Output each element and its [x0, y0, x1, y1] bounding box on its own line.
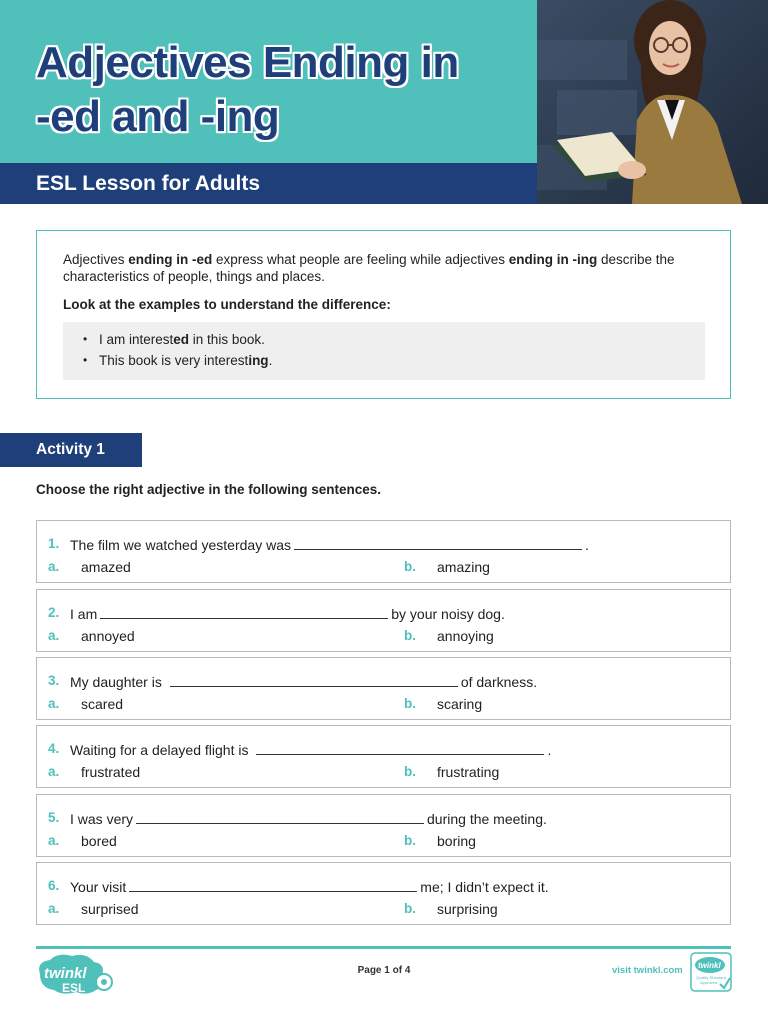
question-number: 1.	[48, 536, 60, 551]
question-before: I am	[70, 606, 98, 622]
answer-blank[interactable]	[129, 878, 417, 892]
title-line-2: -ed and -ing	[36, 92, 280, 141]
question-after: me; I didn’t expect it.	[420, 879, 549, 895]
svg-text:twinkl: twinkl	[44, 965, 87, 982]
question-after: .	[584, 537, 589, 553]
question-text	[70, 810, 547, 827]
option-b-letter: b.	[404, 628, 416, 643]
page-number: Page 1 of 4	[357, 965, 411, 976]
option-b[interactable]: frustrating	[437, 764, 500, 780]
page-title	[36, 36, 526, 144]
subtitle: ESL Lesson for Adults	[36, 172, 261, 195]
examples-heading: Look at the examples to understand the difference:	[63, 297, 391, 312]
bullet-icon: •	[83, 332, 88, 346]
question-text	[70, 536, 589, 553]
example-item	[83, 332, 265, 347]
option-a-letter: a.	[48, 696, 60, 711]
question-text	[70, 878, 549, 895]
answer-blank[interactable]	[170, 673, 458, 687]
question-after: .	[547, 742, 552, 758]
option-a[interactable]: bored	[81, 833, 117, 849]
example-item	[83, 353, 273, 368]
question-text	[70, 673, 537, 690]
question-box	[36, 725, 731, 788]
option-b[interactable]: boring	[437, 833, 476, 849]
question-box	[36, 589, 731, 652]
option-a-letter: a.	[48, 628, 60, 643]
question-box	[36, 520, 731, 583]
intro-text-2: express what people are feeling while adjectives	[212, 252, 509, 267]
option-a[interactable]: annoyed	[81, 628, 135, 644]
quality-badge	[690, 952, 732, 992]
question-after: during the meeting.	[427, 811, 547, 827]
answer-blank[interactable]	[294, 536, 582, 550]
example-text-end: .	[268, 353, 273, 368]
activity-instruction: Choose the right adjective in the following sentences.	[36, 482, 382, 497]
example-text: I am interest	[99, 332, 174, 347]
question-after: by your noisy dog.	[391, 606, 505, 622]
subtitle-bar	[0, 163, 537, 204]
option-a[interactable]: surprised	[81, 901, 139, 917]
activity-label: Activity 1	[36, 441, 105, 458]
example-suffix: ing	[248, 353, 269, 368]
bullet-icon: •	[83, 353, 88, 367]
question-before: My daughter is	[70, 674, 162, 690]
question-number: 6.	[48, 878, 60, 893]
option-b-letter: b.	[404, 764, 416, 779]
intro-text-3: describe the characteristics of people, things and places.	[63, 252, 675, 284]
intro-bold-ed: ending in -ed	[128, 252, 213, 267]
question-number: 3.	[48, 673, 60, 688]
option-b-letter: b.	[404, 833, 416, 848]
woman-reading-photo	[537, 0, 768, 204]
question-after: of darkness.	[460, 674, 538, 690]
example-suffix: ed	[173, 332, 190, 347]
option-b[interactable]: amazing	[437, 559, 490, 575]
svg-text:twinkl: twinkl	[698, 961, 721, 970]
answer-blank[interactable]	[256, 741, 544, 755]
answer-blank[interactable]	[100, 605, 388, 619]
option-a[interactable]: amazed	[81, 559, 131, 575]
option-b-letter: b.	[404, 559, 416, 574]
svg-text:Quality Standard: Quality Standard	[696, 975, 726, 980]
visit-link[interactable]: visit twinkl.com	[612, 965, 683, 976]
footer-divider	[36, 946, 731, 949]
option-a[interactable]: frustrated	[81, 764, 141, 780]
question-text	[70, 605, 505, 622]
title-line-1: Adjectives Ending in	[36, 38, 459, 87]
intro-text-1: Adjectives	[63, 252, 129, 267]
option-a-letter: a.	[48, 833, 60, 848]
example-text-end: in this book.	[189, 332, 265, 347]
question-number: 4.	[48, 741, 60, 756]
intro-bold-ing: ending in -ing	[508, 252, 598, 267]
examples-box	[63, 322, 705, 380]
option-b-letter: b.	[404, 696, 416, 711]
option-a[interactable]: scared	[81, 696, 124, 712]
question-box	[36, 862, 731, 925]
question-before: The film we watched yesterday was	[70, 537, 291, 553]
question-before: Your visit	[70, 879, 127, 895]
option-a-letter: a.	[48, 901, 60, 916]
answer-blank[interactable]	[136, 810, 424, 824]
question-text	[70, 741, 551, 758]
option-a-letter: a.	[48, 764, 60, 779]
option-b[interactable]: surprising	[437, 901, 498, 917]
question-box	[36, 657, 731, 720]
intro-box	[36, 230, 731, 399]
intro-paragraph	[63, 251, 703, 285]
option-b-letter: b.	[404, 901, 416, 916]
svg-text:ESL: ESL	[62, 981, 86, 994]
question-number: 2.	[48, 605, 60, 620]
option-b[interactable]: annoying	[437, 628, 494, 644]
question-before: Waiting for a delayed flight is	[70, 742, 249, 758]
question-number: 5.	[48, 810, 60, 825]
svg-text:Approved: Approved	[700, 980, 718, 985]
option-b[interactable]: scaring	[437, 696, 483, 712]
activity-tab	[0, 433, 142, 467]
question-before: I was very	[70, 811, 134, 827]
option-a-letter: a.	[48, 559, 60, 574]
example-text: This book is very interest	[99, 353, 249, 368]
question-box	[36, 794, 731, 857]
